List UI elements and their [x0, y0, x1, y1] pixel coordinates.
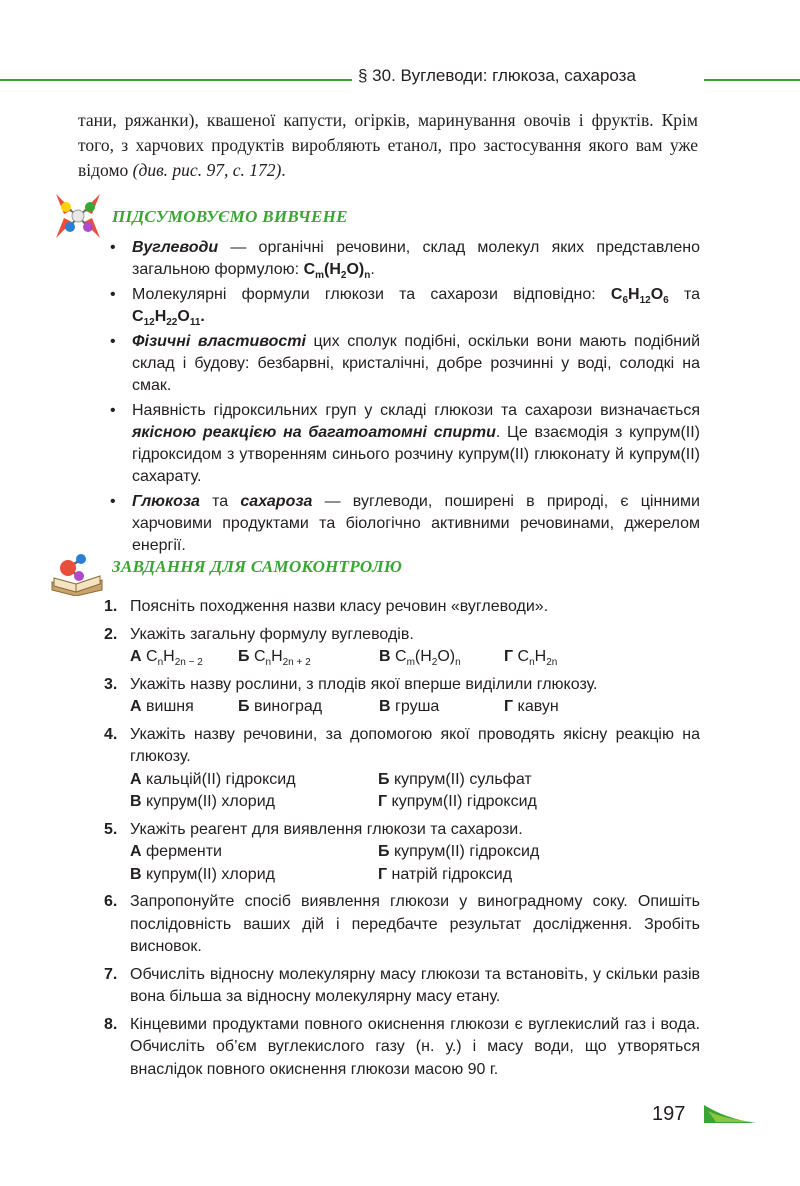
intro-end: . [281, 160, 286, 180]
option-letter: Г [504, 648, 514, 665]
option-text: купрум(ІІ) сульфат [393, 770, 532, 788]
task-text: Кінцевими продуктами повного окиснення глюкози є вуглекислий газ і вода. Обчисліть об’єм вуглекислого газу (н. у.) і масу води, що утворяться внаслідок повного окиснення глюкози масою 90 г. [130, 1015, 700, 1078]
formula-sucrose: $C_{12}H_{22}O_{11}$ [132, 308, 201, 329]
task-item [104, 724, 700, 814]
task-options [130, 841, 700, 886]
bullet: • [110, 333, 116, 350]
bullet: • [110, 239, 116, 256]
task-number: 8. [104, 1015, 118, 1033]
task-item [104, 964, 700, 1009]
task-item [104, 596, 700, 619]
task-text: Укажіть назву рослини, з плодів якої вперше виділили глюкозу. [130, 675, 598, 693]
option-d [378, 864, 626, 887]
item-text: . Це взаємодія з купрум(ІІ) гідроксидом з утворенням синього розчину купрум(ІІ) глюконату й купрум(ІІ) сахарату. [132, 424, 700, 485]
option-d: Г $C_nH_{2n}$ [504, 648, 558, 669]
option-letter: Б [238, 698, 250, 715]
option-letter: А [130, 770, 142, 788]
intro-text: тани, ряжанки), квашеної капусти, огірків, маринування овочів і фруктів. Крім того, з харчових продуктів виробляють етанол, про застосування якого вам уже відомо [78, 110, 698, 180]
term: Глюкоза [132, 493, 200, 510]
tasks-title: ЗАВДАННЯ ДЛЯ САМОКОНТРОЛЮ [112, 557, 403, 576]
option-text: купрум(ІІ) хлорид [146, 793, 275, 810]
bullet: • [110, 493, 116, 510]
option-letter: Б [378, 770, 390, 788]
option-b [378, 769, 626, 792]
book-molecule-icon [48, 548, 106, 596]
task-text: Поясніть походження назви класу речовин «вуглеводи». [130, 598, 549, 615]
option-letter: В [379, 648, 391, 665]
option-letter: Б [378, 843, 390, 860]
task-text: Укажіть загальну формулу вуглеводів. [130, 625, 414, 643]
option-letter: Б [238, 648, 250, 665]
item-text: Молекулярні формули глюкози та сахарози відповідно: [132, 286, 611, 303]
term: Фізичні властивості [132, 333, 306, 350]
item-text: — органічні речовини, склад молекул яких представлено загальною формулою: [132, 239, 700, 278]
task-number: 4. [104, 725, 118, 743]
option-letter: В [130, 865, 142, 883]
task-item [104, 674, 700, 719]
task-item [104, 624, 700, 669]
bullet: • [110, 402, 116, 419]
task-number: 5. [104, 820, 118, 838]
term: сахароза [240, 493, 313, 510]
option-b [378, 841, 626, 864]
option-text: купрум(ІІ) гідроксид [391, 793, 537, 810]
formula-general: $C_m(H_2O)_n$ [303, 261, 371, 282]
option-a [130, 696, 238, 719]
molecule-icon [52, 190, 104, 242]
task-item [104, 891, 700, 959]
task-number: 7. [104, 965, 118, 983]
option-letter: В [130, 793, 142, 810]
summary-item [108, 400, 700, 488]
option-letter: Г [378, 793, 388, 810]
formula-glucose: $C_6H_{12}O_6$ [610, 286, 669, 307]
figure-reference: (див. рис. 97, с. 172) [132, 160, 282, 180]
item-text: Наявність гідроксильних груп у складі глюкози та сахарози визначається [132, 402, 700, 419]
task-options [130, 769, 700, 814]
item-and: та [668, 286, 700, 303]
intro-paragraph [78, 108, 698, 183]
page-header-title: § 30. Вуглеводи: глюкоза, сахароза [358, 66, 636, 85]
item-end: . [370, 261, 375, 278]
option-b [238, 696, 379, 719]
option-c [379, 696, 504, 719]
header-rule-right [704, 79, 800, 81]
option-text: ферменти [146, 843, 222, 860]
option-text: натрій гідроксид [391, 865, 513, 883]
item-end: . [200, 308, 205, 325]
summary-item [108, 491, 700, 557]
option-letter: А [130, 698, 142, 715]
header-rule-left [0, 79, 352, 81]
item-text: цих сполук подібні, оскільки вони мають подібний склад і будову: безбарвні, кристалічні, добре розчинні у воді, солодкі на смак. [132, 333, 701, 394]
option-text: кавун [517, 698, 559, 715]
option-text: виноград [253, 698, 323, 715]
summary-item [108, 331, 700, 397]
option-text: вишня [146, 698, 194, 715]
summary-item [108, 237, 700, 281]
item-text: — вуглеводи, поширені в природі, є цінними харчовими продуктами та біологічно активними речовинами, джерелом енергії. [132, 493, 700, 554]
option-text: купрум(ІІ) гідроксид [393, 843, 540, 860]
task-item [104, 819, 700, 887]
page-number: 197 [652, 1103, 686, 1125]
task-item [104, 1014, 700, 1082]
task-text: Укажіть назву речовини, за допомогою якої проводять якісну реакцію на глюкозу. [130, 725, 700, 765]
summary-item [108, 284, 700, 328]
option-letter: А [130, 843, 142, 860]
option-letter: Г [378, 865, 388, 883]
option-d [378, 791, 626, 814]
summary-title: ПІДСУМОВУЄМО ВИВЧЕНЕ [112, 207, 348, 226]
task-number: 6. [104, 893, 118, 910]
task-number: 1. [104, 598, 118, 615]
option-text: кальцій(ІІ) гідроксид [146, 770, 296, 788]
page-corner-leaf-icon [702, 1103, 758, 1130]
task-text: Обчисліть відносну молекулярну масу глюкози та встановіть, у скільки разів вона більша за відносну молекулярну масу етану. [130, 965, 700, 1005]
bullet: • [110, 286, 116, 303]
option-d [504, 696, 624, 719]
option-c [130, 791, 378, 814]
summary-list [108, 237, 700, 560]
option-letter: В [379, 698, 391, 715]
option-a [130, 769, 378, 792]
task-options [130, 646, 700, 669]
task-text: Укажіть реагент для виявлення глюкози та сахарози. [130, 820, 523, 838]
option-text: купрум(ІІ) хлорид [146, 865, 275, 883]
option-a [130, 841, 378, 864]
option-c [130, 864, 378, 887]
term: якісною реакцією на багатоатомні спирти [132, 424, 496, 441]
option-letter: Г [504, 698, 514, 715]
term: Вуглеводи [132, 239, 219, 256]
item-and: та [199, 493, 241, 510]
task-number: 2. [104, 625, 118, 643]
option-a: А $C_nH_{2n - 2}$ [130, 648, 203, 669]
option-text: груша [395, 698, 440, 715]
task-number: 3. [104, 675, 118, 693]
task-text: Запропонуйте спосіб виявлення глюкози у виноградному соку. Опишіть послідовність ваших дій і передбачте результат дослідження. Зробіть висновок. [130, 893, 700, 955]
option-letter: А [130, 648, 142, 665]
option-b: Б $C_nH_{2n + 2}$ [238, 648, 311, 669]
option-c: В $C_m(H_2O)_n$ [379, 648, 461, 669]
tasks-list [104, 596, 700, 1086]
task-options [130, 696, 700, 719]
